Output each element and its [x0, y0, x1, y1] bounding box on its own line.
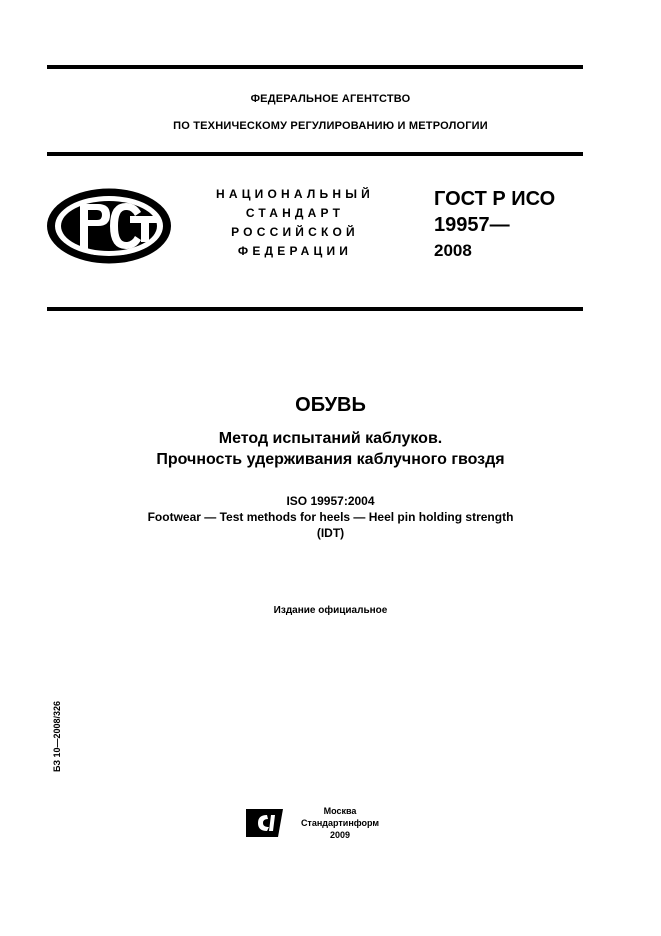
national-line3: РОССИЙСКОЙ	[231, 225, 359, 239]
document-title: ОБУВЬ	[295, 394, 366, 416]
publisher-info	[295, 805, 385, 841]
national-line1: НАЦИОНАЛЬНЫЙ	[215, 187, 375, 201]
standartinform-logo-icon	[245, 806, 285, 838]
national-standard-label	[200, 185, 390, 261]
iso-degree: (IDT)	[316, 526, 345, 540]
code-line2: 19957—	[434, 214, 510, 236]
subtitle-line2: Прочность удерживания каблучного гвоздя	[156, 451, 505, 468]
header-rule	[47, 152, 583, 156]
national-line4: ФЕДЕРАЦИИ	[237, 244, 353, 258]
standard-code	[434, 186, 555, 264]
publisher-year: 2009	[329, 830, 351, 840]
side-code: БЗ 10—2008/326	[52, 700, 62, 772]
iso-title: Footwear — Test methods for heels — Heel pin holding strength	[147, 510, 514, 524]
code-line1: ГОСТ Р ИСО	[434, 188, 556, 210]
publisher-name: Стандартинформ	[300, 818, 380, 828]
agency-line1: ФЕДЕРАЛЬНОЕ АГЕНТСТВО	[250, 93, 411, 105]
top-rule	[47, 65, 583, 69]
national-line2: СТАНДАРТ	[245, 206, 345, 220]
iso-reference: ISO 19957:2004	[286, 494, 375, 508]
agency-line2: ПО ТЕХНИЧЕСКОМУ РЕГУЛИРОВАНИЮ И МЕТРОЛОГИИ	[173, 120, 488, 132]
standard-rule	[47, 307, 583, 311]
code-line3: 2008	[434, 241, 472, 260]
edition-label: Издание официальное	[273, 605, 388, 616]
publisher-city: Москва	[323, 806, 357, 816]
rst-logo-icon	[44, 186, 174, 266]
subtitle-line1: Метод испытаний каблуков.	[218, 430, 443, 447]
